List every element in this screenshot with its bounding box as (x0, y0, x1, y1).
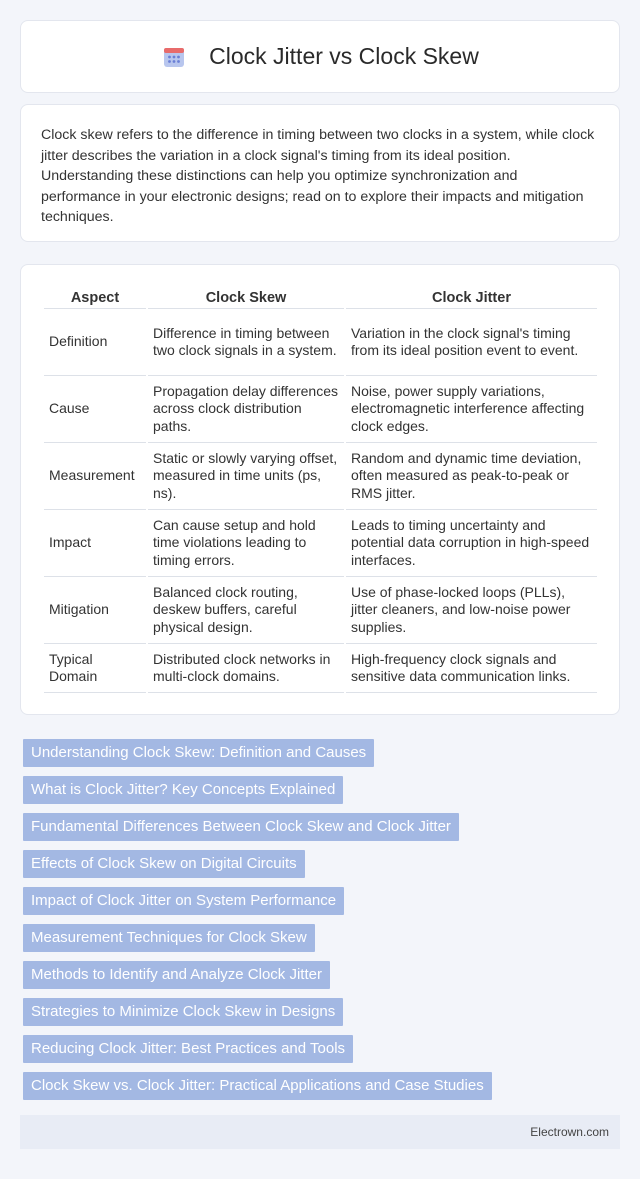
table-cell-aspect: Typical Domain (44, 644, 146, 693)
comparison-table (42, 285, 599, 693)
page-title: Clock Jitter vs Clock Skew (209, 43, 479, 69)
topic-link[interactable]: What is Clock Jitter? Key Concepts Explained (23, 776, 343, 804)
table-row (44, 443, 597, 510)
table-row (44, 577, 597, 644)
topic-link[interactable]: Measurement Techniques for Clock Skew (23, 924, 315, 952)
table-row (44, 309, 597, 376)
table-cell-skew: Static or slowly varying offset, measured in time units (ps, ns). (148, 443, 344, 510)
table-cell-skew: Balanced clock routing, deskew buffers, careful physical design. (148, 577, 344, 644)
topic-link[interactable]: Strategies to Minimize Clock Skew in Designs (23, 998, 343, 1026)
table-header-row (44, 285, 597, 309)
table-cell-skew: Can cause setup and hold time violations leading to timing errors. (148, 510, 344, 577)
related-topics-list (23, 739, 613, 1109)
topic-link[interactable]: Methods to Identify and Analyze Clock Jitter (23, 961, 330, 989)
topic-link[interactable]: Impact of Clock Jitter on System Performance (23, 887, 344, 915)
calendar-icon (161, 44, 187, 70)
intro-card (20, 104, 620, 242)
table-cell-jitter: Leads to timing uncertainty and potential data corruption in high-speed interfaces. (346, 510, 597, 577)
table-cell-jitter: Use of phase-locked loops (PLLs), jitter cleaners, and low-noise power supplies. (346, 577, 597, 644)
table-cell-aspect: Measurement (44, 443, 146, 510)
footer-brand[interactable]: Electrown.com (530, 1125, 609, 1139)
header-card (20, 20, 620, 93)
table-row (44, 510, 597, 577)
table-cell-aspect: Mitigation (44, 577, 146, 644)
footer (20, 1115, 620, 1149)
table-row (44, 376, 597, 443)
comparison-table-card (20, 264, 620, 715)
table-cell-jitter: Noise, power supply variations, electromagnetic interference affecting clock edges. (346, 376, 597, 443)
table-cell-jitter: Variation in the clock signal's timing from its ideal position event to event. (346, 309, 597, 376)
table-cell-jitter: Random and dynamic time deviation, often measured as peak-to-peak or RMS jitter. (346, 443, 597, 510)
table-cell-skew: Difference in timing between two clock signals in a system. (148, 309, 344, 376)
table-cell-skew: Propagation delay differences across clock distribution paths. (148, 376, 344, 443)
table-cell-aspect: Cause (44, 376, 146, 443)
table-cell-skew: Distributed clock networks in multi-clock domains. (148, 644, 344, 693)
topic-link[interactable]: Understanding Clock Skew: Definition and Causes (23, 739, 374, 767)
intro-text: Clock skew refers to the difference in timing between two clocks in a system, while clock jitter describes the variation in a clock signal's timing from its ideal position. Understanding these distinctions can help you optimize synchronization and performance in your electronic designs; read on to explore their impacts and mitigation techniques. (41, 127, 595, 225)
topic-link[interactable]: Fundamental Differences Between Clock Skew and Clock Jitter (23, 813, 459, 841)
column-header-clock-jitter: Clock Jitter (346, 285, 597, 309)
table-cell-aspect: Impact (44, 510, 146, 577)
topic-link[interactable]: Reducing Clock Jitter: Best Practices and Tools (23, 1035, 353, 1063)
table-cell-jitter: High-frequency clock signals and sensitive data communication links. (346, 644, 597, 693)
topic-link[interactable]: Clock Skew vs. Clock Jitter: Practical Applications and Case Studies (23, 1072, 492, 1100)
topic-link[interactable]: Effects of Clock Skew on Digital Circuits (23, 850, 305, 878)
table-cell-aspect: Definition (44, 309, 146, 376)
column-header-clock-skew: Clock Skew (148, 285, 344, 309)
column-header-aspect: Aspect (44, 285, 146, 309)
table-row (44, 644, 597, 693)
